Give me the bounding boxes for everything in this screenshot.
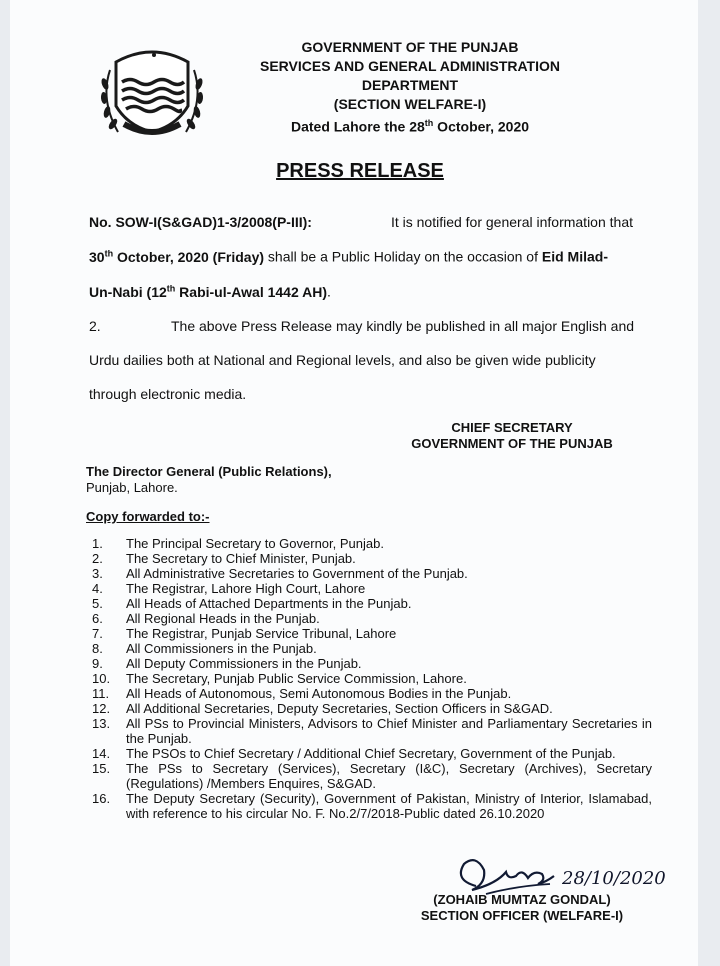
list-item-text: The Principal Secretary to Governor, Punjab. bbox=[126, 536, 384, 551]
list-item bbox=[92, 656, 652, 671]
punjab-emblem-logo bbox=[96, 40, 208, 146]
list-item bbox=[92, 791, 652, 821]
list-item-text: All Regional Heads in the Punjab. bbox=[126, 611, 320, 626]
addressee bbox=[86, 464, 332, 496]
chief-line: GOVERNMENT OF THE PUNJAB bbox=[411, 436, 613, 451]
list-item-text: The Registrar, Punjab Service Tribunal, Lahore bbox=[126, 626, 397, 641]
list-item-text: All PSs to Provincial Ministers, Advisors to Chief Minister and Parliamentary Secretaries in the Punjab. bbox=[126, 716, 652, 746]
list-item-number: 8. bbox=[92, 641, 103, 656]
dated-line: Dated Lahore the 28th October, 2020 bbox=[290, 118, 530, 135]
letterhead-line: GOVERNMENT OF THE PUNJAB bbox=[301, 39, 519, 55]
para1-line3: Un-Nabi (12th Rabi-ul-Awal 1442 AH). bbox=[89, 283, 331, 300]
list-item bbox=[92, 686, 652, 701]
list-item bbox=[92, 671, 652, 686]
occasion-name: Un-Nabi (12th Rabi-ul-Awal 1442 AH) bbox=[89, 283, 327, 300]
list-item-text: All Heads of Attached Departments in the Punjab. bbox=[126, 596, 412, 611]
list-item bbox=[92, 746, 652, 761]
list-item-text: The Registrar, Lahore High Court, Lahore bbox=[126, 581, 366, 596]
list-item-text: All Commissioners in the Punjab. bbox=[126, 641, 317, 656]
list-item-number: 16. bbox=[92, 791, 111, 806]
list-item bbox=[92, 716, 652, 746]
list-item-text: All Additional Secretaries, Deputy Secretaries, Section Officers in S&GAD. bbox=[126, 701, 553, 716]
para1-text: It is notified for general information that bbox=[390, 214, 633, 230]
letterhead-line: (SECTION WELFARE-I) bbox=[333, 96, 487, 112]
para2-line: Urdu dailies both at National and Regional levels, and also be given wide publicity bbox=[89, 352, 596, 368]
list-item-text: The Secretary, Punjab Public Service Commission, Lahore. bbox=[126, 671, 467, 686]
letterhead bbox=[245, 38, 575, 137]
signatory-name: (ZOHAIB MUMTAZ GONDAL) bbox=[433, 892, 611, 907]
list-item bbox=[92, 761, 652, 791]
list-item bbox=[92, 701, 652, 716]
list-item-text: All Deputy Commissioners in the Punjab. bbox=[126, 656, 362, 671]
list-item-text: The Deputy Secretary (Security), Government of Pakistan, Ministry of Interior, Islamabad, with reference to his circular No. F. No.2/7/2018-Public dated 26.10.2020 bbox=[126, 791, 652, 821]
para1-line2: 30th October, 2020 (Friday) shall be a Public Holiday on the occasion of Eid Milad- bbox=[89, 248, 608, 265]
chief-secretary-block bbox=[410, 420, 614, 452]
signature-date: 28/10/2020 bbox=[562, 868, 666, 889]
reference-number: No. SOW-I(S&GAD)1-3/2008(P-III): bbox=[89, 214, 312, 230]
list-item bbox=[92, 536, 652, 551]
copy-forwarded-heading: Copy forwarded to:- bbox=[86, 509, 210, 524]
list-item-number: 9. bbox=[92, 656, 103, 671]
list-item-text: All Heads of Autonomous, Semi Autonomous Bodies in the Punjab. bbox=[126, 686, 512, 701]
list-item-number: 3. bbox=[92, 566, 103, 581]
list-item-text: The PSOs to Chief Secretary / Additional Chief Secretary, Government of the Punjab. bbox=[126, 746, 616, 761]
copy-list bbox=[92, 536, 652, 821]
para1-line1 bbox=[89, 214, 633, 230]
para2-line: through electronic media. bbox=[89, 386, 247, 402]
list-item-number: 10. bbox=[92, 671, 111, 686]
list-item bbox=[92, 626, 652, 641]
list-item bbox=[92, 641, 652, 656]
para2-number: 2. bbox=[89, 318, 101, 334]
list-item-text: The Secretary to Chief Minister, Punjab. bbox=[126, 551, 356, 566]
list-item-number: 15. bbox=[92, 761, 111, 776]
list-item-number: 1. bbox=[92, 536, 103, 551]
list-item-number: 11. bbox=[92, 686, 110, 701]
para2-line: The above Press Release may kindly be published in all major English and bbox=[171, 318, 635, 334]
list-item-number: 6. bbox=[92, 611, 103, 626]
list-item bbox=[92, 596, 652, 611]
holiday-date: 30th October, 2020 (Friday) bbox=[89, 248, 265, 265]
letterhead-line: DEPARTMENT bbox=[361, 77, 459, 93]
list-item bbox=[92, 551, 652, 566]
list-item bbox=[92, 566, 652, 581]
list-item-number: 4. bbox=[92, 581, 103, 596]
press-release-title-wrap bbox=[0, 160, 720, 183]
page-title: PRESS RELEASE bbox=[276, 160, 444, 182]
chief-line: CHIEF SECRETARY bbox=[451, 420, 573, 435]
list-item-number: 12. bbox=[92, 701, 111, 716]
list-item-number: 2. bbox=[92, 551, 103, 566]
addressee-title: The Director General (Public Relations), bbox=[86, 464, 332, 479]
list-item-text: All Administrative Secretaries to Government of the Punjab. bbox=[126, 566, 468, 581]
signatory-block bbox=[411, 892, 633, 924]
list-item-number: 13. bbox=[92, 716, 111, 731]
list-item-text: The PSs to Secretary (Services), Secretary (I&C), Secretary (Archives), Secretary (Regulations) /Members Enquires, S&GAD. bbox=[126, 761, 652, 791]
addressee-location: Punjab, Lahore. bbox=[86, 480, 178, 495]
letterhead-line: SERVICES AND GENERAL ADMINISTRATION bbox=[260, 58, 560, 74]
list-item bbox=[92, 581, 652, 596]
list-item-number: 5. bbox=[92, 596, 103, 611]
list-item bbox=[92, 611, 652, 626]
signatory-title: SECTION OFFICER (WELFARE-I) bbox=[420, 908, 624, 923]
list-item-number: 7. bbox=[92, 626, 103, 641]
list-item-number: 14. bbox=[92, 746, 111, 761]
